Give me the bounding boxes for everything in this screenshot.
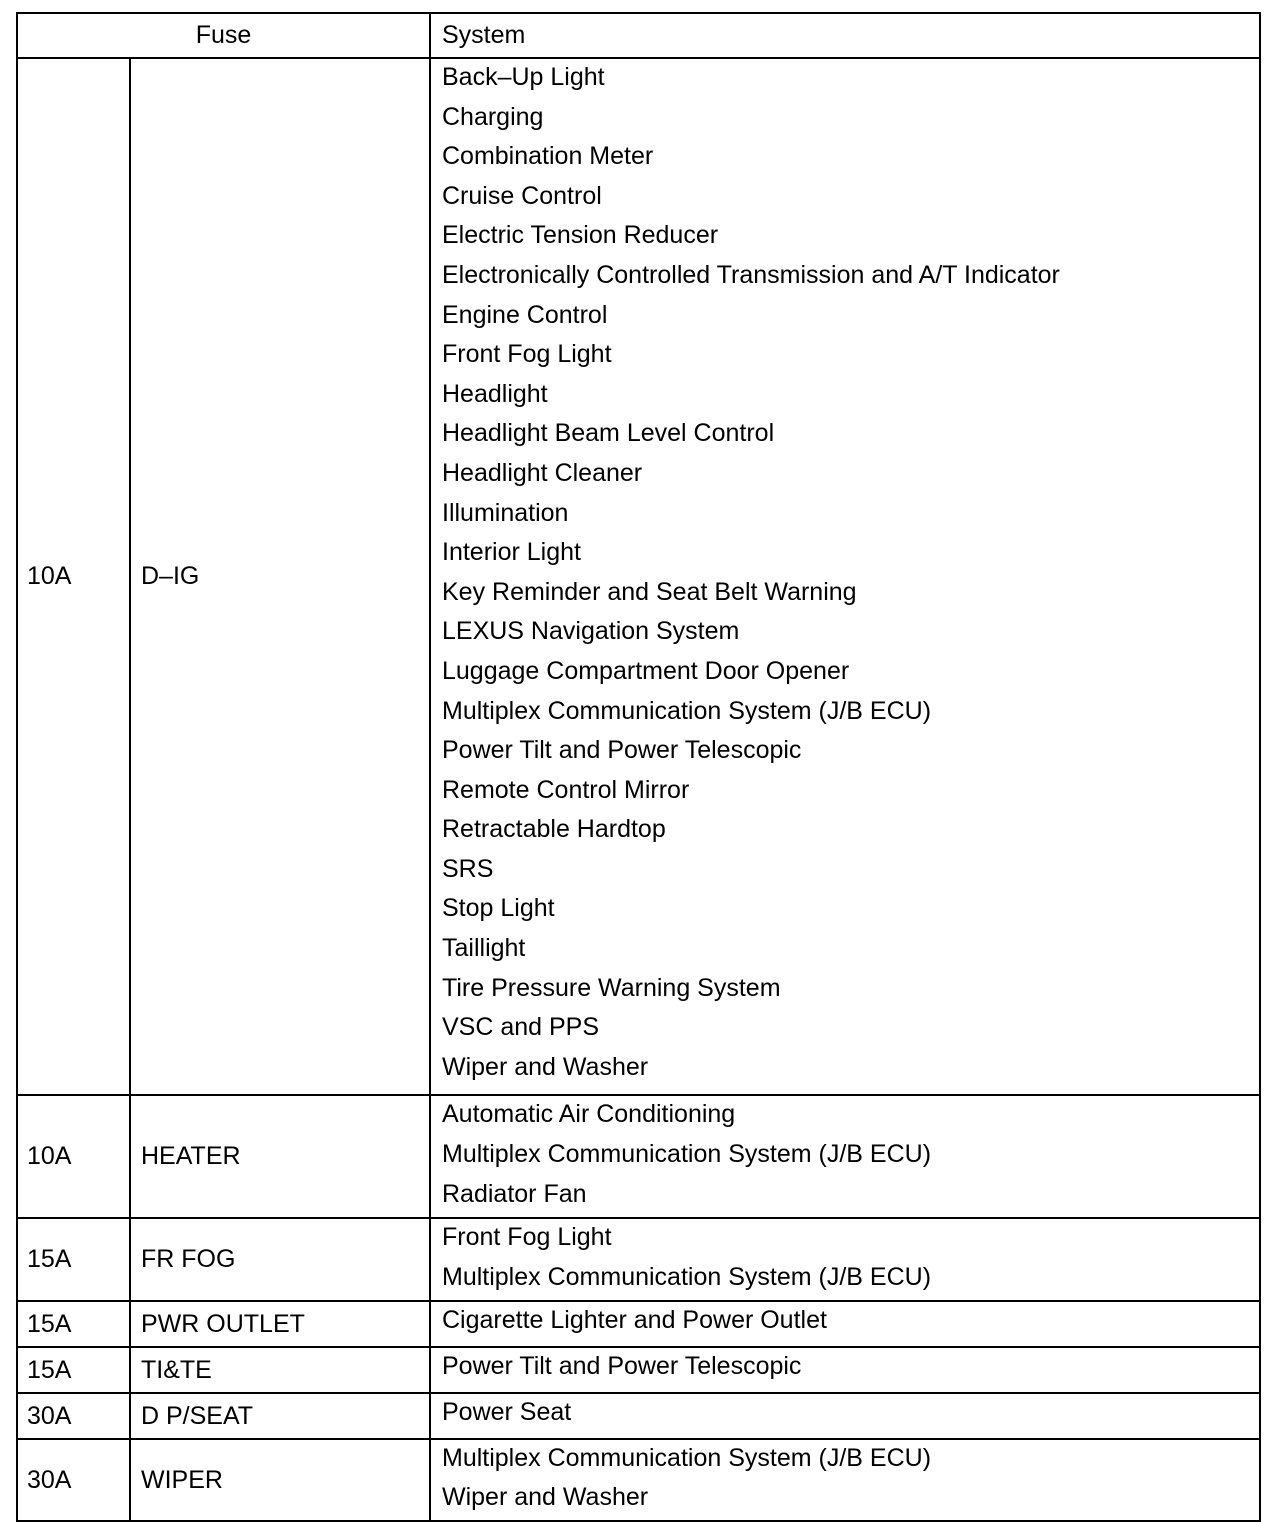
fuse-amperage: 15A	[17, 1347, 130, 1393]
system-item: Multiplex Communication System (J/B ECU)	[442, 1140, 932, 1169]
system-item: Electric Tension Reducer	[442, 221, 719, 250]
fuse-amperage: 30A	[17, 1439, 130, 1521]
system-list	[442, 1219, 1259, 1300]
fuse-name: WIPER	[130, 1439, 430, 1521]
system-item: Automatic Air Conditioning	[442, 1100, 736, 1129]
fuse-systems	[430, 1393, 1260, 1439]
header-fuse: Fuse	[17, 13, 430, 58]
fuse-systems	[430, 1301, 1260, 1347]
system-list	[442, 1348, 1259, 1392]
system-item: Charging	[442, 102, 544, 131]
system-item: Front Fog Light	[442, 1223, 612, 1252]
system-item: Multiplex Communication System (J/B ECU)	[442, 1444, 932, 1473]
header-system: System	[430, 13, 1260, 58]
fuse-table	[16, 12, 1261, 1522]
system-item: Combination Meter	[442, 142, 654, 171]
fuse-systems	[430, 1218, 1260, 1301]
system-item: Wiper and Washer	[442, 1052, 649, 1081]
fuse-row	[17, 58, 1260, 1095]
system-item: Cigarette Lighter and Power Outlet	[442, 1306, 827, 1335]
system-item: Headlight	[442, 379, 548, 408]
system-item: Cruise Control	[442, 181, 602, 210]
system-item: Multiplex Communication System (J/B ECU)	[442, 696, 932, 725]
fuse-row	[17, 1393, 1260, 1439]
system-item: SRS	[442, 854, 494, 883]
fuse-systems	[430, 1095, 1260, 1218]
fuse-name: D P/SEAT	[130, 1393, 430, 1439]
system-list	[442, 1394, 1259, 1438]
system-item: Retractable Hardtop	[442, 815, 666, 844]
system-item: Headlight Beam Level Control	[442, 419, 775, 448]
system-item: Power Tilt and Power Telescopic	[442, 1352, 802, 1381]
fuse-row	[17, 1347, 1260, 1393]
fuse-name: PWR OUTLET	[130, 1301, 430, 1347]
fuse-row	[17, 1095, 1260, 1218]
system-item: Radiator Fan	[442, 1179, 587, 1208]
system-item: Electronically Controlled Transmission and A/T Indicator	[442, 260, 1060, 289]
system-item: Interior Light	[442, 538, 581, 567]
system-item: Taillight	[442, 934, 526, 963]
fuse-row	[17, 1301, 1260, 1347]
system-list	[442, 1302, 1259, 1346]
system-item: Luggage Compartment Door Opener	[442, 656, 850, 685]
system-item: Multiplex Communication System (J/B ECU)	[442, 1262, 932, 1291]
fuse-amperage: 10A	[17, 58, 130, 1095]
fuse-name: TI&TE	[130, 1347, 430, 1393]
fuse-amperage: 15A	[17, 1301, 130, 1347]
fuse-name: FR FOG	[130, 1218, 430, 1301]
fuse-amperage: 15A	[17, 1218, 130, 1301]
fuse-table-body	[17, 58, 1260, 1521]
fuse-systems	[430, 58, 1260, 1095]
system-list	[442, 59, 1259, 1094]
fuse-row	[17, 1218, 1260, 1301]
system-item: Power Tilt and Power Telescopic	[442, 736, 802, 765]
system-item: Tire Pressure Warning System	[442, 973, 781, 1002]
system-item: Wiper and Washer	[442, 1483, 649, 1512]
header-row	[17, 13, 1260, 58]
fuse-amperage: 30A	[17, 1393, 130, 1439]
fuse-name: HEATER	[130, 1095, 430, 1218]
system-item: Headlight Cleaner	[442, 458, 643, 487]
fuse-row	[17, 1439, 1260, 1521]
system-item: Engine Control	[442, 300, 608, 329]
system-item: Front Fog Light	[442, 340, 612, 369]
system-list	[442, 1440, 1259, 1520]
system-item: Key Reminder and Seat Belt Warning	[442, 577, 857, 606]
system-item: Power Seat	[442, 1398, 572, 1427]
fuse-amperage: 10A	[17, 1095, 130, 1218]
fuse-systems	[430, 1347, 1260, 1393]
system-item: LEXUS Navigation System	[442, 617, 740, 646]
system-item: Stop Light	[442, 894, 555, 923]
fuse-systems	[430, 1439, 1260, 1521]
system-item: Remote Control Mirror	[442, 775, 690, 804]
fuse-name: D–IG	[130, 58, 430, 1095]
system-item: VSC and PPS	[442, 1013, 600, 1042]
system-list	[442, 1096, 1259, 1217]
system-item: Back–Up Light	[442, 63, 605, 91]
system-item: Illumination	[442, 498, 569, 527]
